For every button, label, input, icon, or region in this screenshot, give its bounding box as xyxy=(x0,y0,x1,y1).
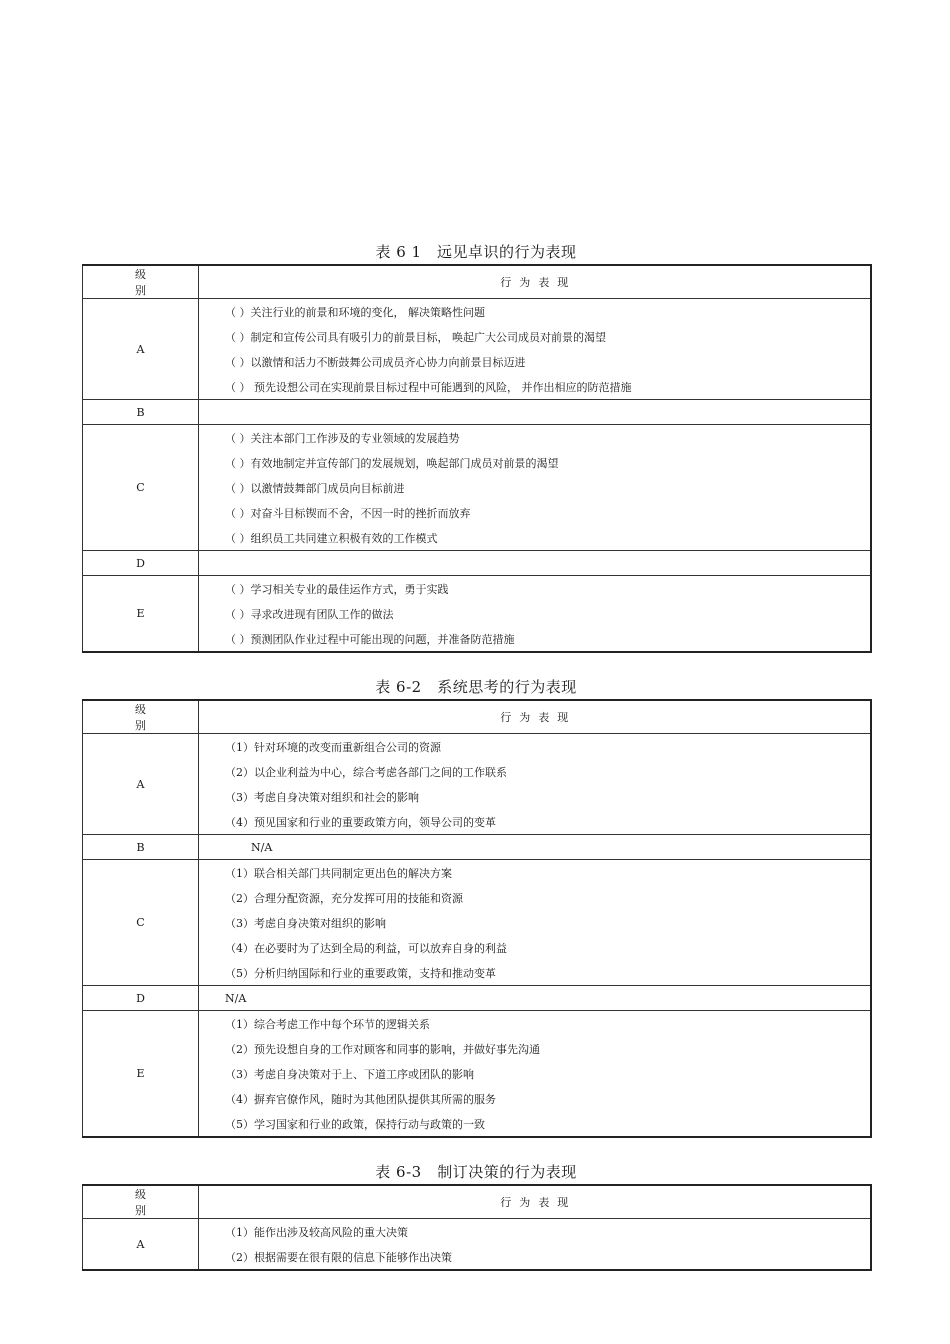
behavior-item: （ ）对奋斗目标锲而不舍，不因一时的挫折而放弃 xyxy=(225,507,471,520)
level-cell: E xyxy=(83,576,199,653)
behavior-item: （ ）学习相关专业的最佳运作方式，勇于实践 xyxy=(225,583,449,596)
table-vision xyxy=(82,264,872,653)
behavior-cell xyxy=(199,734,871,835)
behavior-item: （ ）制定和宣传公司具有吸引力的前景目标， 唤起广大公司成员对前景的渴望 xyxy=(225,331,606,344)
header-level: 级别 xyxy=(83,700,199,734)
behavior-item: （2）根据需要在很有限的信息下能够作出决策 xyxy=(225,1251,452,1264)
level-cell: C xyxy=(83,860,199,986)
behavior-cell xyxy=(199,425,871,551)
table-row xyxy=(83,860,871,986)
behavior-item: （ ）以激情鼓舞部门成员向目标前进 xyxy=(225,482,405,495)
document-page xyxy=(82,240,870,1271)
table-row xyxy=(83,400,871,425)
level-cell: A xyxy=(83,1219,199,1271)
behavior-item: （ ）组织员工共同建立积极有效的工作模式 xyxy=(225,532,438,545)
behavior-item: （2）合理分配资源，充分发挥可用的技能和资源 xyxy=(225,892,463,905)
behavior-item: （ ）预测团队作业过程中可能出现的问题，并准备防范措施 xyxy=(225,633,515,646)
table-header-row xyxy=(83,265,871,299)
behavior-item: （4）摒弃官僚作风，随时为其他团队提供其所需的服务 xyxy=(225,1093,496,1106)
header-level: 级别 xyxy=(83,1185,199,1219)
behavior-item: （ ）关注行业的前景和环境的变化， 解决策略性问题 xyxy=(225,306,485,319)
behavior-cell xyxy=(199,576,871,653)
table-caption: 表 6-3 制订决策的行为表现 xyxy=(375,1163,577,1181)
level-cell: C xyxy=(83,425,199,551)
behavior-cell xyxy=(199,1219,871,1271)
behavior-item: （4）在必要时为了达到全局的利益，可以放弃自身的利益 xyxy=(225,942,507,955)
table-row xyxy=(83,551,871,576)
level-cell: B xyxy=(83,835,199,860)
table-header-row xyxy=(83,700,871,734)
behavior-cell xyxy=(199,860,871,986)
table-row xyxy=(83,299,871,400)
level-cell: E xyxy=(83,1011,199,1138)
behavior-item: （3）考虑自身决策对组织和社会的影响 xyxy=(225,791,419,804)
behavior-item: （1）联合相关部门共同制定更出色的解决方案 xyxy=(225,867,452,880)
behavior-cell xyxy=(199,299,871,400)
header-level: 级别 xyxy=(83,265,199,299)
behavior-item: （5）学习国家和行业的政策，保持行动与政策的一致 xyxy=(225,1118,485,1131)
behavior-item: （2）预先设想自身的工作对顾客和同事的影响，并做好事先沟通 xyxy=(225,1043,540,1056)
behavior-item: （1）能作出涉及较高风险的重大决策 xyxy=(225,1226,408,1239)
behavior-item: N/A xyxy=(251,840,273,854)
table-header-row xyxy=(83,1185,871,1219)
level-cell: D xyxy=(83,551,199,576)
table-decision-making xyxy=(82,1184,872,1271)
table-row xyxy=(83,986,871,1011)
table-row xyxy=(83,425,871,551)
behavior-item: （ ）关注本部门工作涉及的专业领域的发展趋势 xyxy=(225,432,460,445)
table-row xyxy=(83,835,871,860)
behavior-item: （ ）有效地制定并宣传部门的发展规划，唤起部门成员对前景的渴望 xyxy=(225,457,559,470)
behavior-item: （1）综合考虑工作中每个环节的逻辑关系 xyxy=(225,1018,430,1031)
table-systems-thinking xyxy=(82,699,872,1138)
header-behavior: 行为表现 xyxy=(199,700,871,734)
behavior-item: （4）预见国家和行业的重要政策方向，领导公司的变革 xyxy=(225,816,496,829)
behavior-item: （3）考虑自身决策对于上、下道工序或团队的影响 xyxy=(225,1068,474,1081)
table-caption: 表 6-2 系统思考的行为表现 xyxy=(375,678,577,696)
behavior-cell-empty xyxy=(199,400,871,425)
level-cell: A xyxy=(83,734,199,835)
behavior-item: （ ）以激情和活力不断鼓舞公司成员齐心协力向前景目标迈进 xyxy=(225,356,526,369)
table-row xyxy=(83,1219,871,1271)
behavior-item: （1）针对环境的改变而重新组合公司的资源 xyxy=(225,741,441,754)
behavior-item: （2）以企业利益为中心，综合考虑各部门之间的工作联系 xyxy=(225,766,507,779)
behavior-cell xyxy=(199,1011,871,1138)
level-cell: D xyxy=(83,986,199,1011)
behavior-item: （ ）寻求改进现有团队工作的做法 xyxy=(225,608,394,621)
behavior-item: （ ） 预先设想公司在实现前景目标过程中可能遇到的风险， 并作出相应的防范措施 xyxy=(225,381,632,394)
level-cell: A xyxy=(83,299,199,400)
behavior-cell-empty xyxy=(199,551,871,576)
behavior-item: （3）考虑自身决策对组织的影响 xyxy=(225,917,386,930)
header-behavior: 行为表现 xyxy=(199,1185,871,1219)
behavior-item: N/A xyxy=(225,991,247,1005)
table-row xyxy=(83,576,871,653)
table-caption: 表 6 1 远见卓识的行为表现 xyxy=(375,243,577,261)
header-behavior: 行为表现 xyxy=(199,265,871,299)
level-cell: B xyxy=(83,400,199,425)
behavior-item: （5）分析归纳国际和行业的重要政策，支持和推动变革 xyxy=(225,967,496,980)
behavior-cell xyxy=(199,835,871,860)
table-row xyxy=(83,1011,871,1138)
table-row xyxy=(83,734,871,835)
behavior-cell xyxy=(199,986,871,1011)
